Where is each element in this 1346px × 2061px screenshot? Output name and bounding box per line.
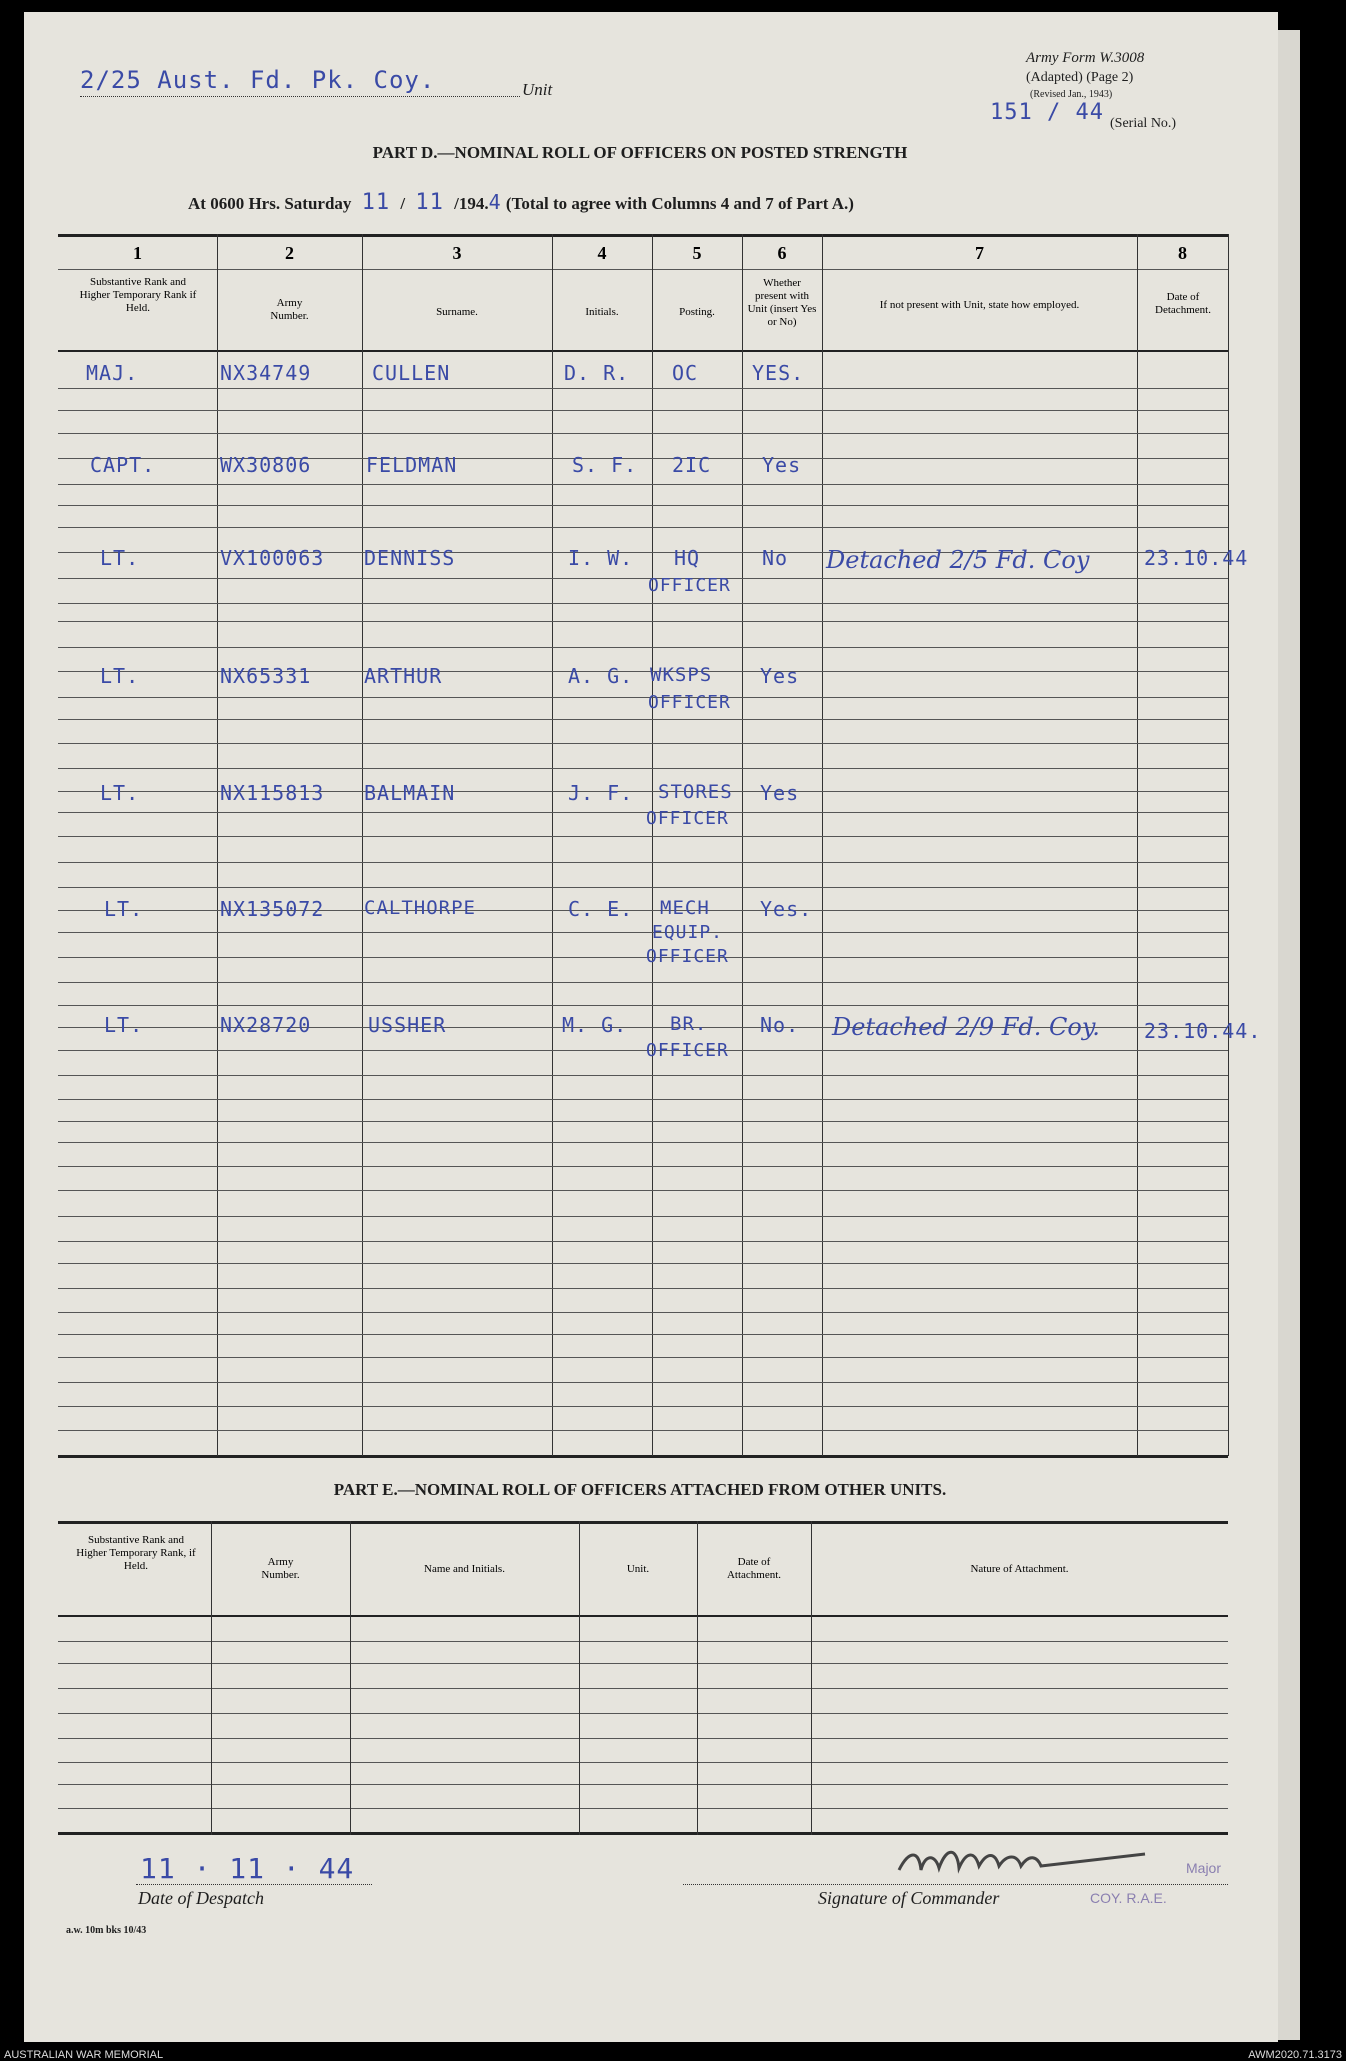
part-e-title: PART E.—NOMINAL ROLL OF OFFICERS ATTACHED FROM OTHER UNITS. — [333, 1480, 947, 1499]
col-num-6: 6 — [777, 243, 787, 263]
col-head-surname: Surname. — [436, 306, 478, 318]
date-month: 11 — [415, 190, 444, 215]
table-row-surname: ARTHUR — [364, 664, 443, 688]
table-row-present: Yes. — [760, 897, 813, 921]
table-row-surname: USSHER — [368, 1013, 447, 1037]
table-row-rank: LT. — [104, 897, 144, 921]
table-row-surname: CULLEN — [372, 361, 451, 385]
table-row-surname: FELDMAN — [366, 453, 458, 477]
table-row-initials: J. F. — [568, 781, 634, 805]
col-num-5: 5 — [692, 243, 702, 263]
despatch-label: Date of Despatch — [138, 1888, 264, 1908]
unit-label: Unit — [522, 80, 553, 99]
col-num-2: 2 — [285, 243, 294, 263]
table-row-present: Yes — [762, 453, 802, 477]
table-row-posting: 2IC — [672, 453, 712, 477]
col-num-4: 4 — [597, 243, 607, 263]
table-row-posting: OFFICER — [648, 575, 731, 596]
date-day: 11 — [361, 190, 391, 215]
table-row-employed: Detached 2/5 Fd. Coy — [826, 546, 1090, 574]
part-d-title: PART D.—NOMINAL ROLL OF OFFICERS ON POSTED STRENGTH — [372, 143, 908, 162]
table-row-initials: D. R. — [564, 361, 630, 385]
table-row-rank: CAPT. — [90, 453, 156, 477]
table-row-number: NX34749 — [220, 361, 312, 385]
table-row-number: NX115813 — [220, 781, 325, 805]
sheet-edge — [1278, 30, 1300, 2040]
footer-right: AWM2020.71.3173 — [1248, 2049, 1342, 2061]
table-row-posting: EQUIP. — [652, 922, 724, 943]
col-head-rank: Substantive Rank and Higher Temporary Rank if Held. — [79, 276, 197, 314]
despatch-line — [136, 1884, 372, 1885]
table-row-number: NX65331 — [220, 664, 312, 688]
table-row-posting: OC — [672, 361, 699, 385]
year-prefix: /194. — [454, 194, 489, 213]
table-row-rank: MAJ. — [86, 361, 139, 385]
col-num-8: 8 — [1178, 243, 1187, 263]
col-head-posting: Posting. — [679, 306, 715, 318]
table-row-posting: OFFICER — [646, 946, 729, 967]
col-head-employed: If not present with Unit, state how employed. — [879, 299, 1080, 311]
serial-value: 151 / 44 — [990, 100, 1104, 125]
form-number: Army Form W.3008 — [1026, 50, 1145, 66]
table-row-initials: I. W. — [568, 546, 634, 570]
total-note: (Total to agree with Columns 4 and 7 of Part A.) — [505, 194, 854, 213]
table-row-initials: C. E. — [568, 897, 634, 921]
unit-value: 2/25 Aust. Fd. Pk. Coy. — [80, 66, 436, 94]
table-row-rank: LT. — [100, 781, 140, 805]
table-row-number: WX30806 — [220, 453, 312, 477]
table-row-posting: BR. — [670, 1013, 708, 1035]
despatch-date-value: 11 · 11 · 44 — [140, 1852, 355, 1885]
col-head-initials: Initials. — [585, 306, 619, 318]
part-e-head-date: Date of Attachment. — [726, 1556, 782, 1581]
stamp-rank: Major — [1186, 1860, 1222, 1876]
table-row-rank: LT. — [100, 664, 140, 688]
signature-mark — [895, 1830, 1155, 1891]
table-row-posting: STORES — [658, 781, 733, 803]
table-row-posting: MECH — [660, 897, 710, 919]
table-row-initials: M. G. — [562, 1013, 628, 1037]
table-row-number: NX28720 — [220, 1013, 312, 1037]
footer-left: AUSTRALIAN WAR MEMORIAL — [4, 2049, 164, 2061]
table-row-date: 23.10.44. — [1144, 1019, 1262, 1043]
part-e-head-nature: Nature of Attachment. — [970, 1563, 1069, 1575]
part-e-head-unit: Unit. — [626, 1563, 650, 1575]
table-row-rank: LT. — [100, 546, 140, 570]
table-row-surname: CALTHORPE — [364, 897, 476, 919]
part-e-head-number: Army Number. — [261, 1556, 300, 1581]
table-row-posting: HQ — [674, 546, 701, 570]
serial-label: (Serial No.) — [1110, 116, 1177, 131]
table-row-present: YES. — [752, 361, 805, 385]
part-e-head-name: Name and Initials. — [424, 1563, 505, 1575]
table-row-posting: OFFICER — [646, 808, 729, 829]
table-row-number: VX100063 — [220, 546, 325, 570]
table-row-present: No — [762, 546, 789, 570]
date-line: At 0600 Hrs. Saturday 11 / 11 /194.4 (Total to agree with Columns 4 and 7 of Part A.) — [188, 190, 854, 215]
form-adapted: (Adapted) (Page 2) — [1026, 70, 1134, 85]
print-code: a.w. 10m bks 10/43 — [66, 1925, 147, 1936]
table-row-employed: Detached 2/9 Fd. Coy. — [832, 1013, 1100, 1041]
stamp-unit: COY. R.A.E. — [1090, 1890, 1167, 1906]
col-num-1: 1 — [133, 243, 142, 263]
table-row-posting: OFFICER — [648, 692, 731, 713]
part-e-head-rank: Substantive Rank and Higher Temporary Rank, if Held. — [76, 1534, 196, 1572]
table-row-present: Yes — [760, 664, 800, 688]
table-row-surname: DENNISS — [364, 546, 456, 570]
col-head-present: Whether present with Unit (insert Yes or No) — [747, 277, 817, 328]
col-num-7: 7 — [975, 243, 984, 263]
signature-label: Signature of Commander — [818, 1888, 1000, 1908]
table-row-present: No. — [760, 1013, 800, 1037]
table-row-rank: LT. — [104, 1013, 144, 1037]
table-row-date: 23.10.44 — [1144, 546, 1249, 570]
unit-line — [80, 96, 520, 97]
form-revised: (Revised Jan., 1943) — [1030, 89, 1113, 100]
col-head-number: Army Number. — [270, 297, 309, 322]
table-row-number: NX135072 — [220, 897, 325, 921]
table-row-surname: BALMAIN — [364, 781, 456, 805]
signature-line — [683, 1884, 1228, 1885]
table-row-present: Yes — [760, 781, 800, 805]
table-row-initials: A. G. — [568, 664, 634, 688]
col-head-detach-date: Date of Detachment. — [1155, 291, 1211, 316]
table-row-posting: OFFICER — [646, 1040, 729, 1061]
table-row-posting: WKSPS — [650, 664, 713, 686]
col-num-3: 3 — [452, 243, 462, 263]
at-prefix: At 0600 Hrs. Saturday — [188, 194, 352, 213]
year-digit: 4 — [488, 190, 502, 214]
table-row-initials: S. F. — [572, 453, 638, 477]
